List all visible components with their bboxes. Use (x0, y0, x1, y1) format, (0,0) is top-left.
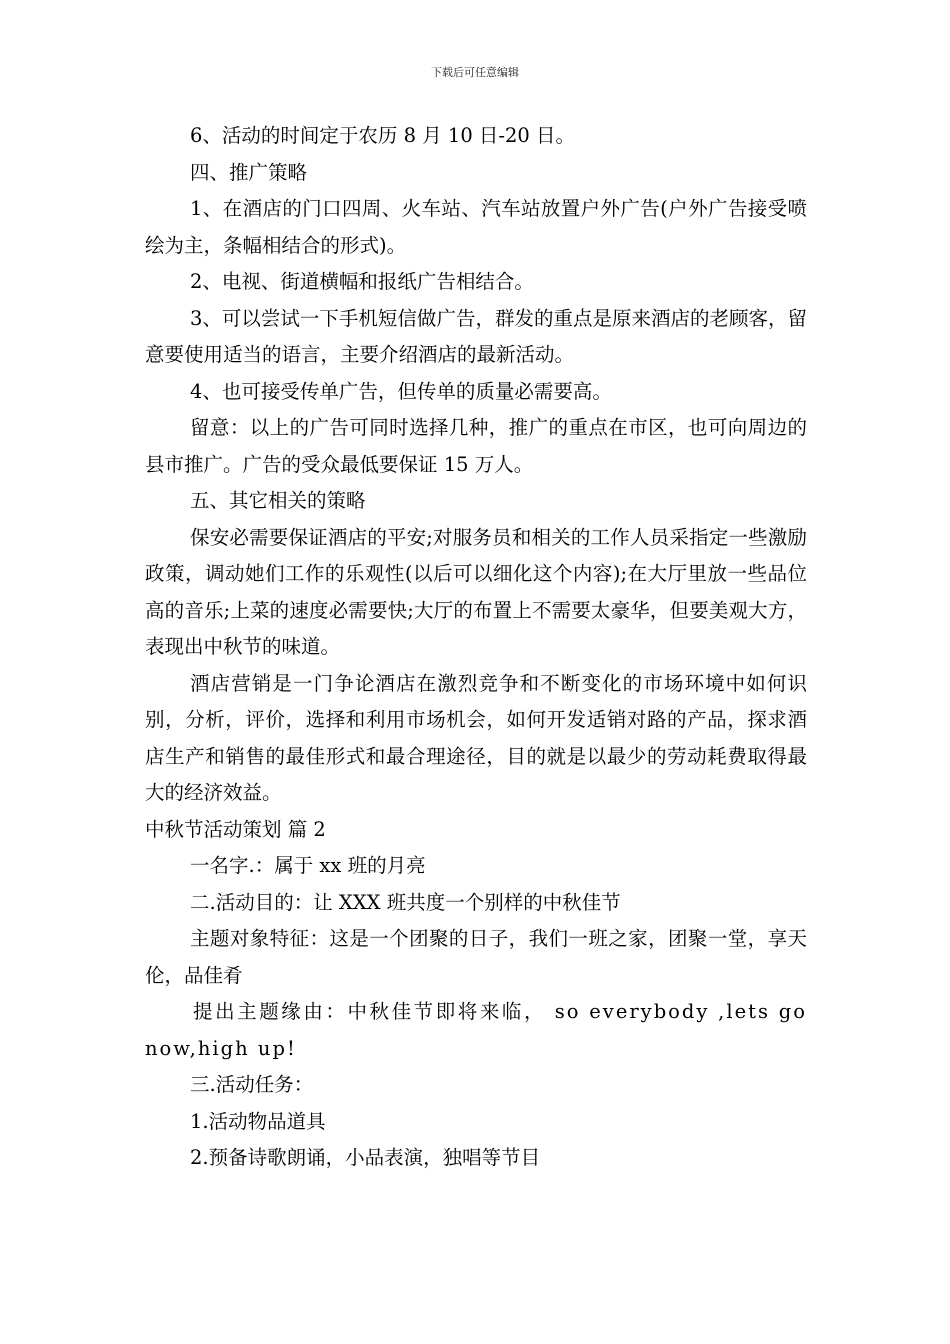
paragraph-security-service: 保安必需要保证酒店的平安;对服务员和相关的工作人员采指定一些激励政策，调动她们工作的乐观性(以后可以细化这个内容);在大厅里放一些品位高的音乐;上菜的速度必需要快;大厅的布置上不需要太豪华，但要美观大方，表现出中秋节的味道。 (145, 525, 807, 658)
list-item-props: 1.活动物品道具 (190, 1109, 326, 1133)
paragraph-flyer-ads: 4、也可接受传单广告，但传单的质量必需要高。 (190, 379, 612, 403)
paragraph-theme-features: 主题对象特征：这是一个团聚的日子，我们一班之家，团聚一堂，享天伦，品佳肴 (145, 927, 807, 987)
paragraph-outdoor-ads: 1、在酒店的门口四周、火车站、汽车站放置户外广告(户外广告接受喷绘为主，条幅相结合的形式)。 (145, 197, 807, 257)
paragraph-name: 一名字.：属于 xx 班的月亮 (190, 854, 426, 877)
paragraph-hotel-marketing: 酒店营销是一门争论酒店在激烈竞争和不断变化的市场环境中如何识别，分析，评价，选择和利用市场机会，如何开发适销对路的产品，探求酒店生产和销售的最佳形式和最合理途径，目的就是以最少的劳动耗费取得最大的经济效益。 (145, 671, 807, 804)
paragraph-purpose: 二.活动目的：让 XXX 班共度一个别样的中秋佳节 (190, 890, 621, 914)
paragraph-theme-reason: 提出主题缘由：中秋佳节即将来临， so everybody ,lets go now,high up! (145, 1000, 807, 1060)
heading-other-strategies: 五、其它相关的策略 (190, 489, 366, 512)
heading-activity-tasks: 三.活动任务： (190, 1073, 314, 1096)
paragraph-sms-ads: 3、可以尝试一下手机短信做广告，群发的重点是原来酒店的老顾客，留意要使用适当的语言，主要介绍酒店的最新活动。 (145, 306, 807, 366)
paragraph-activity-time: 6、活动的时间定于农历 8 月 10 日-20 日。 (190, 124, 576, 147)
section-title-plan-2: 中秋节活动策划 篇 2 (145, 817, 326, 841)
heading-promotion-strategy: 四、推广策略 (190, 160, 308, 184)
list-item-programs: 2.预备诗歌朗诵，小品表演，独唱等节目 (190, 1146, 541, 1169)
paragraph-ads-note: 留意：以上的广告可同时选择几种，推广的重点在市区，也可向周边的县市推广。广告的受众最低要保证 15 万人。 (145, 416, 807, 476)
document-body (145, 118, 807, 1177)
page-header: 下载后可任意编辑 (431, 66, 519, 79)
paragraph-tv-ads: 2、电视、街道横幅和报纸广告相结合。 (190, 270, 534, 293)
